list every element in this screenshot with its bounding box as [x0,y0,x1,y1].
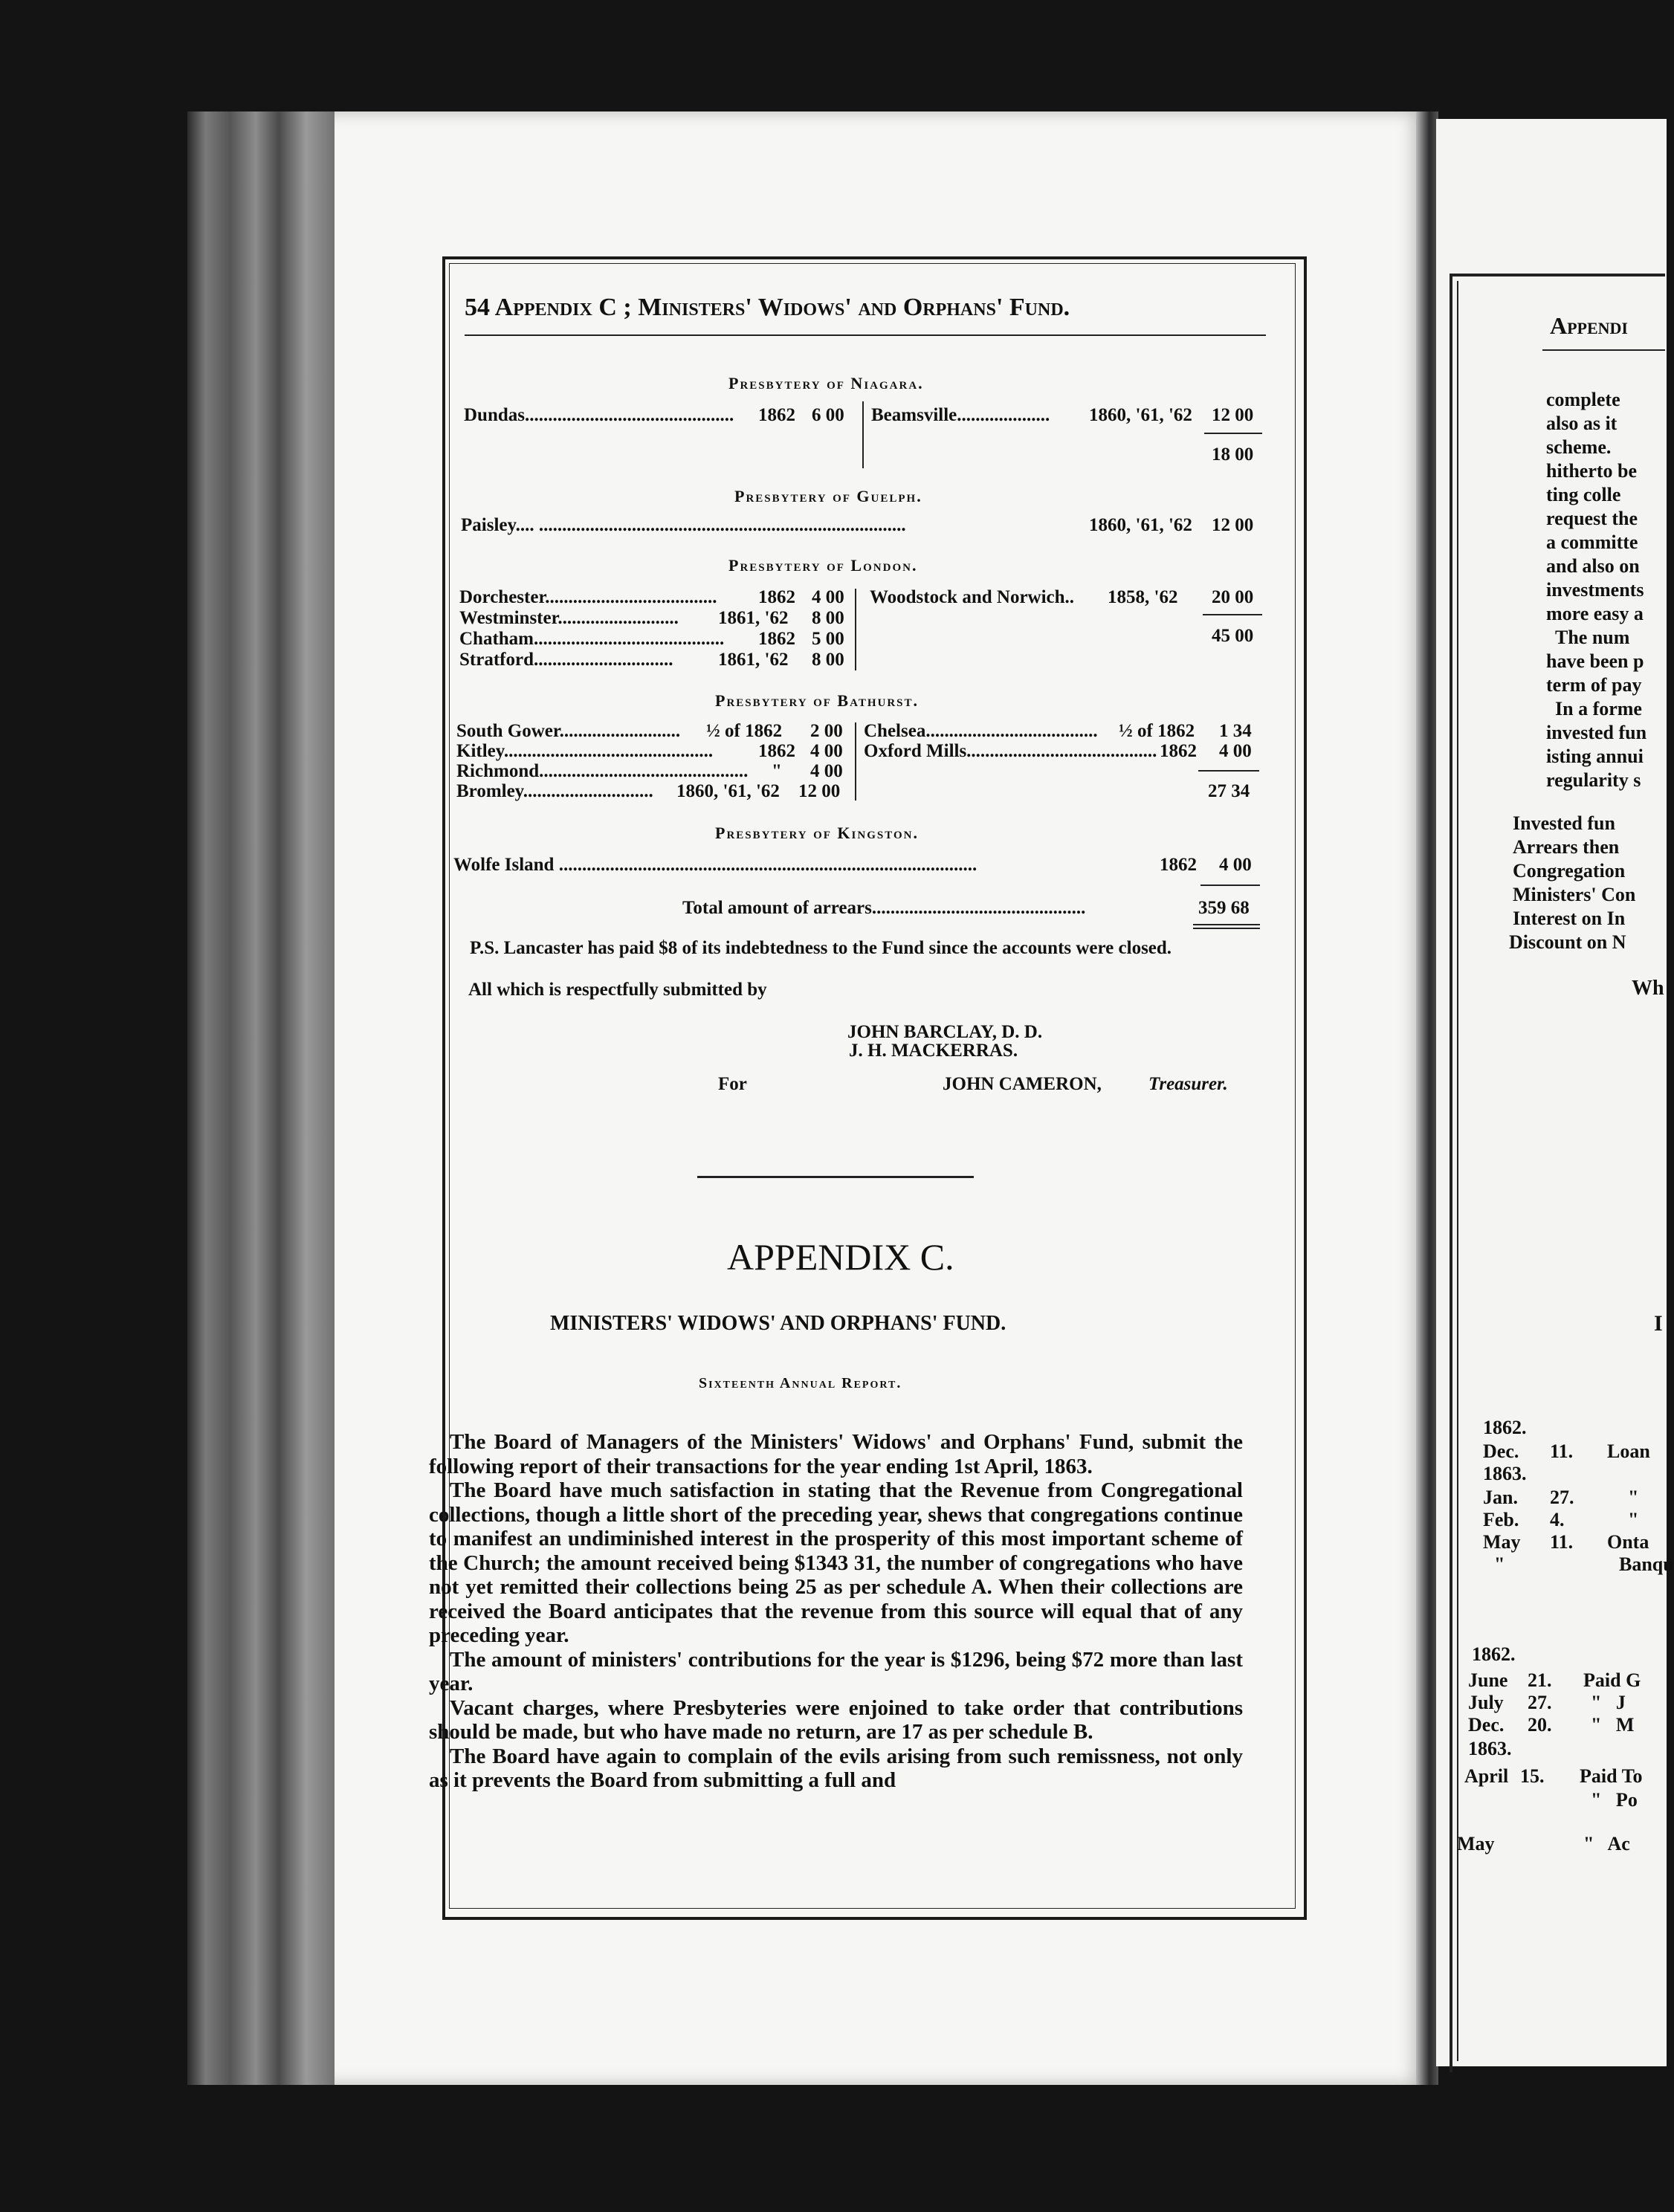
right-text-line: more easy a [1546,603,1644,624]
right-header-rule [1542,349,1665,351]
right-text-line: have been p [1546,650,1644,672]
entry-amount: 4 00 [810,741,843,761]
entry-amount: 12 00 [798,781,841,801]
section-title-london: Presbytery of London. [728,556,918,575]
entry-amount: 4 00 [1219,741,1252,761]
right-text-line: term of pay [1546,674,1642,696]
entry-amount: 12 00 [1212,515,1254,535]
entry-year: 1862 [758,405,795,425]
treasurer-name: JOHN CAMERON, [943,1074,1102,1094]
subtotal-amount: 45 00 [1212,626,1254,646]
right-text-line: hitherto be [1546,460,1638,482]
payment-date: 1863. [1468,1738,1512,1759]
payment-day: 20. [1528,1714,1552,1736]
payment-text: " J [1591,1692,1626,1713]
right-text-line: invested fun [1546,722,1647,743]
entry-year: 1860, '61, '62 [676,781,780,801]
entry-amount: 4 00 [810,761,843,781]
postscript: P.S. Lancaster has paid $8 of its indebtedness to the Fund since the accounts were closed. [470,938,1172,958]
entry-amount: 5 00 [812,629,844,649]
right-text-line: request the [1546,508,1638,529]
payment-date: April [1464,1765,1509,1787]
right-text-line: isting annui [1546,746,1644,767]
right-list-line: Invested fun [1513,812,1615,834]
right-text-line: In a forme [1555,698,1642,719]
paragraph-4: Vacant charges, where Presbyteries were enjoined to take order that contributions should be made, but who have made no return, are 17 as per schedule B. [429,1695,1243,1744]
entry-year: 1860, '61, '62 [1089,405,1192,425]
report-title: Sixteenth Annual Report. [699,1375,902,1391]
payment-text: " Po [1591,1789,1638,1811]
right-text-line: The num [1555,627,1630,648]
right-text-line: also as it [1546,413,1618,434]
right-text-line: ting colle [1546,484,1621,505]
entry-name: Oxford Mills......................................... [864,741,1157,761]
payment-text: Paid To [1580,1765,1643,1787]
entry-amount: 12 00 [1212,405,1254,425]
receipt-date: " [1494,1553,1505,1575]
page-header: 54 Appendix C ; Ministers' Widows' and Orphans' Fund. [465,294,1070,321]
entry-year: 1862 [1160,741,1197,761]
receipt-day: 11. [1550,1531,1574,1553]
payment-text: Paid G [1583,1669,1641,1691]
paragraph-1: The Board of Managers of the Ministers' Widows' and Orphans' Fund, submit the following report of their transactions for the year ending 1st April, 1863. [429,1430,1243,1478]
receipt-text: " [1628,1487,1639,1508]
entry-name: Kitley............................................. [456,741,714,761]
right-big-letter: I [1654,1311,1663,1336]
entry-name: Stratford.............................. [459,650,673,670]
entry-name: South Gower.......................... [456,721,681,741]
signatory-1: JOHN BARCLAY, D. D. [847,1022,1043,1042]
paragraph-3: The amount of ministers' contributions for the year is $1296, being $72 more than last year. [429,1647,1243,1695]
entry-name: Dundas............................................. [464,405,734,425]
right-list-line: Congregation [1513,860,1626,882]
receipt-date: Jan. [1483,1487,1518,1508]
receipt-date: Feb. [1483,1509,1519,1530]
fund-title: MINISTERS' WIDOWS' AND ORPHANS' FUND. [550,1312,1006,1335]
for-label: For [718,1074,747,1094]
payment-date: Dec. [1468,1714,1505,1736]
entry-year: 1862 [758,587,795,607]
payment-text: " Ac [1583,1833,1630,1854]
treasurer-title: Treasurer. [1148,1074,1228,1094]
receipt-text: Onta [1607,1531,1649,1553]
total-arrears-label: Total amount of arrears.............................................. [682,898,1086,918]
section-title-niagara: Presbytery of Niagara. [728,374,924,392]
right-text-line: and also on [1546,555,1640,577]
section-title-guelph: Presbytery of Guelph. [734,487,922,505]
entry-name: Woodstock and Norwich.. [870,587,1075,607]
right-list-line: Arrears then [1513,836,1620,858]
right-wh: Wh [1632,977,1664,1000]
entry-year: 1862 [758,741,795,761]
entry-name: Beamsville.................... [871,405,1050,425]
right-list-line: Ministers' Con [1513,884,1636,905]
receipt-day: 4. [1550,1509,1565,1530]
entry-name: Wolfe Island .......................................................................................... [453,855,977,875]
receipt-text: " [1628,1509,1639,1530]
appendix-title: APPENDIX C. [727,1236,954,1278]
subtotal-amount: 18 00 [1212,444,1254,465]
payment-date: June [1468,1669,1508,1691]
payment-day: 15. [1520,1765,1545,1787]
entry-name: Chelsea..................................... [864,721,1098,741]
receipt-date: 1863. [1483,1463,1527,1484]
entry-amount: 8 00 [812,650,844,670]
entry-amount: 4 00 [812,587,844,607]
right-list-line: Interest on In [1513,908,1626,929]
right-page-header: Appendi [1550,312,1628,339]
entry-year: 1862 [758,629,795,649]
entry-name: Chatham......................................... [459,629,725,649]
payment-text: " M [1591,1714,1635,1736]
receipt-text: Loan [1607,1440,1650,1462]
right-page-border-inner [1457,281,1458,2061]
receipt-date: 1862. [1483,1417,1527,1438]
payment-date: July [1468,1692,1504,1713]
receipt-day: 11. [1550,1440,1574,1462]
right-page-border-outer [1450,274,1452,2072]
payment-day: 27. [1528,1692,1552,1713]
entry-name: Paisley.... ............................................................................... [461,515,906,535]
entry-amount: 6 00 [812,405,844,425]
subtotal-amount: 27 34 [1208,781,1250,801]
entry-year: ½ of 1862 [706,721,783,741]
entry-year: ½ of 1862 [1119,721,1195,741]
entry-amount: 4 00 [1219,855,1252,875]
entry-year: 1861, '62 [718,608,789,628]
entry-name: Richmond............................................. [456,761,749,781]
receipt-date: May [1483,1531,1521,1553]
section-title-kingston: Presbytery of Kingston. [715,824,919,842]
right-text-line: a committe [1546,531,1638,553]
entry-amount: 1 34 [1219,721,1252,741]
right-text-line: regularity s [1546,769,1641,791]
entry-year: 1860, '61, '62 [1089,515,1192,535]
entry-year: " [772,761,782,781]
entry-year: 1862 [1160,855,1197,875]
receipt-day: 27. [1550,1487,1574,1508]
signatory-2: J. H. MACKERRAS. [849,1041,1018,1061]
paragraph-5: The Board have again to complain of the evils arising from such remissness, not only as it prevents the Board from submitting a full and [429,1744,1243,1792]
right-text-line: scheme. [1546,436,1612,458]
submitted-line: All which is respectfully submitted by [468,980,767,1000]
total-arrears-amount: 359 68 [1198,898,1250,918]
section-title-bathurst: Presbytery of Bathurst. [715,691,920,710]
entry-name: Bromley............................ [456,781,653,801]
right-text-line: complete [1546,389,1620,410]
entry-year: 1858, '62 [1108,587,1178,607]
entry-name: Westminster.......................... [459,608,679,628]
right-page-border-top [1450,274,1665,276]
entry-name: Dorchester..................................... [459,587,717,607]
entry-amount: 8 00 [812,608,844,628]
entry-year: 1861, '62 [718,650,789,670]
receipt-text: Banqu [1619,1553,1674,1575]
entry-amount: 20 00 [1212,587,1254,607]
payment-date: May [1457,1833,1495,1854]
right-text-line: investments [1546,579,1644,601]
receipt-date: Dec. [1483,1440,1519,1462]
payment-day: 21. [1528,1669,1552,1691]
paragraph-2: The Board have much satisfaction in stating that the Revenue from Congregational collections, though a little short of the preceding year, shews that congregations continue to manifest an undiminished interest in the prosperity of this most important scheme of the Church; the amount received being $1343 31, the number of congregations who have not yet remitted their collections being 25 as per schedule A. When their collections are received the Board anticipates that the revenue from this source will equal that of any preceding year. [429,1478,1243,1647]
right-list-line: Discount on N [1509,931,1626,953]
entry-amount: 2 00 [810,721,843,741]
payment-date: 1862. [1472,1643,1516,1665]
